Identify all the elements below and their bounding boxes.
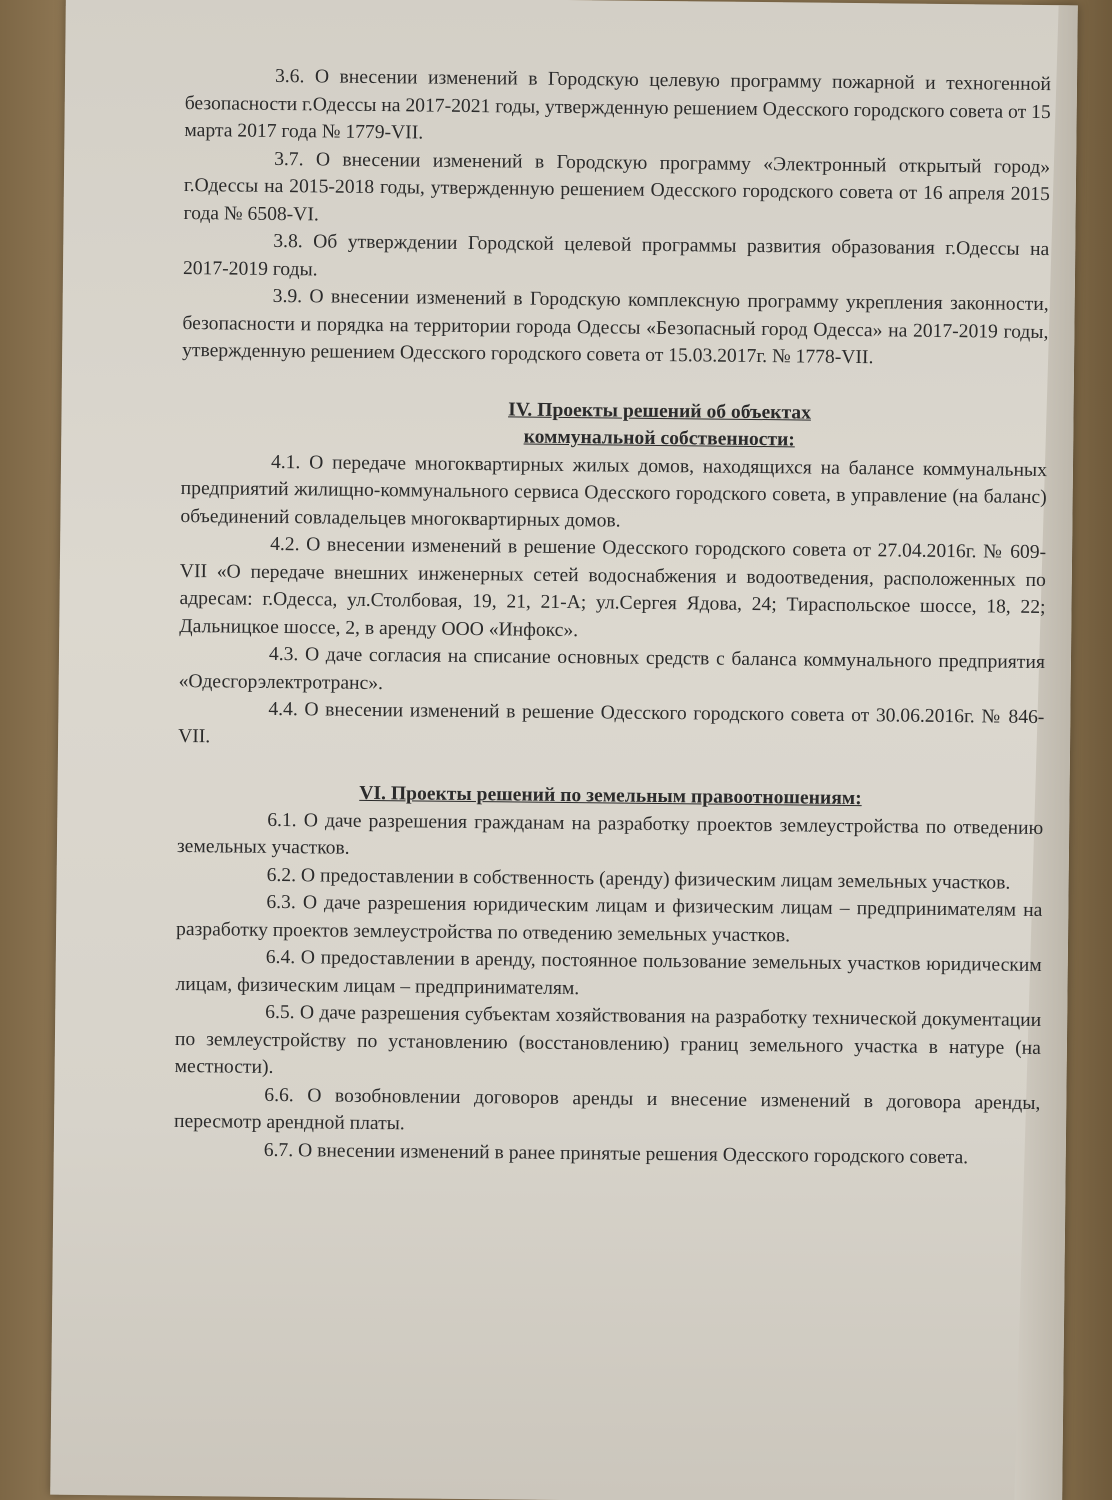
agenda-item-3-6: [184, 62, 1051, 154]
agenda-item-4-4: [178, 695, 1045, 759]
section-6-heading: VI. Проекты решений по земельным правоотношениям:: [359, 782, 862, 810]
item-text: О даче разрешения субъектам хозяйствования на разработку технической документации по землеустройству по установлению (восстановлению) границ земельного участка в натуре (на местности).: [174, 1002, 1042, 1078]
item-number: 4.1.: [270, 451, 301, 473]
item-number: 6.4.: [265, 946, 296, 969]
item-number: 4.2.: [270, 533, 300, 556]
item-text: О внесении изменений в ранее принятые решения Одесского городского совета.: [297, 1139, 969, 1168]
item-text: Об утверждении Городской целевой программы развития образования г.Одессы на 2017-2019 годы.: [182, 231, 1050, 280]
item-number: 6.6.: [264, 1084, 294, 1106]
document-page: [50, 0, 1078, 1500]
agenda-item-3-9: [182, 282, 1049, 374]
agenda-item-3-7: [183, 144, 1050, 236]
item-number: 6.7.: [263, 1139, 294, 1161]
item-text: О внесении изменений в решение Одесского городского совета от 30.06.2016г. № 846-VII.: [178, 699, 1045, 747]
section-4-heading-line-2: коммунальной собственности:: [523, 426, 795, 451]
item-number: 4.3.: [268, 643, 299, 666]
item-number: 4.4.: [268, 698, 298, 721]
item-number: 3.7.: [274, 148, 304, 170]
item-number: 3.8.: [273, 230, 303, 253]
agenda-item-6-4: [175, 943, 1042, 1007]
item-text: О предоставлении в собственность (аренду) физическим лицам земельных участков.: [300, 864, 1011, 894]
agenda-item-3-8: [183, 227, 1050, 291]
item-number: 3.6.: [274, 65, 305, 88]
item-text: О даче согласия на списание основных средств с баланса коммунального предприятия «Одесгорэлектротранс».: [178, 644, 1046, 694]
item-text: О внесении изменений в Городскую программу «Электронный открытый город» г.Одессы на 2015-2018 годы, утвержденную решением Одесского городского совета от 16 апреля 2015 года № 6508-VI.: [183, 148, 1051, 225]
item-number: 6.5.: [265, 1001, 295, 1024]
section-4-heading-line-1: IV. Проекты решений об объектах: [508, 398, 812, 424]
item-text: О даче разрешения гражданам на разработку проектов землеустройства по отведению земельных участков.: [176, 809, 1044, 859]
item-number: 6.2.: [266, 864, 297, 886]
item-text: О передаче многоквартирных жилых домов, находящихся на балансе коммунальных предприятий жилищно-коммунального сервиса Одесского городского совета, в управление (на баланс) объединений совладельцев многоквартирных домов.: [180, 451, 1048, 532]
item-number: 6.1.: [267, 809, 297, 831]
item-text: О возобновлении договоров аренды и внесение изменений в договора аренды, пересмотр арендной платы.: [173, 1084, 1041, 1135]
agenda-item-6-3: [176, 888, 1043, 952]
agenda-item-4-1: [180, 447, 1047, 539]
item-text: О внесении изменений в Городскую целевую программу пожарной и техногенной безопасности г.Одессы на 2017-2021 годы, утвержденную решением Одесского городского совета от 15 марта 2017 года № 1779-VII.: [184, 66, 1052, 144]
item-text: О даче разрешения юридическим лицам и физическим лицам – предпринимателям на разработку проектов землеустройства по отведению земельных участков.: [175, 892, 1043, 946]
item-number: 6.3.: [266, 891, 296, 914]
agenda-item-6-1: [177, 805, 1044, 869]
agenda-item-4-2: [179, 530, 1046, 649]
agenda-item-6-5: [175, 998, 1042, 1090]
item-text: О внесении изменений в Городскую комплексную программу укрепления законности, безопасности и порядка на территории города Одессы «Безопасный город Одесса» на 2017-2019 годы, утвержденную решением Одесского городского совета от 15.03.2017г. № 1778-VII.: [182, 286, 1049, 369]
agenda-item-4-3: [179, 640, 1046, 704]
agenda-item-6-6: [174, 1080, 1041, 1144]
item-number: 3.9.: [272, 285, 303, 308]
item-text: О внесении изменений в решение Одесского городского совета от 27.04.2016г. № 609-VII «О передаче внешних инженерных сетей водоснабжения и водоотведения, расположенных по адресам: г.Одесса, ул.Столбовая, 19, 21, 21-А; ул.Сергея Ядова, 24; Тираспольское шоссе, 18, 22; Дальницкое шоссе, 2, в аренду ООО «Инфокс».: [179, 534, 1047, 641]
agenda-content: [174, 62, 1051, 1172]
item-text: О предоставлении в аренду, постоянное пользование земельных участков юридическим лицам, физическим лицам – предпринимателям.: [175, 947, 1042, 999]
